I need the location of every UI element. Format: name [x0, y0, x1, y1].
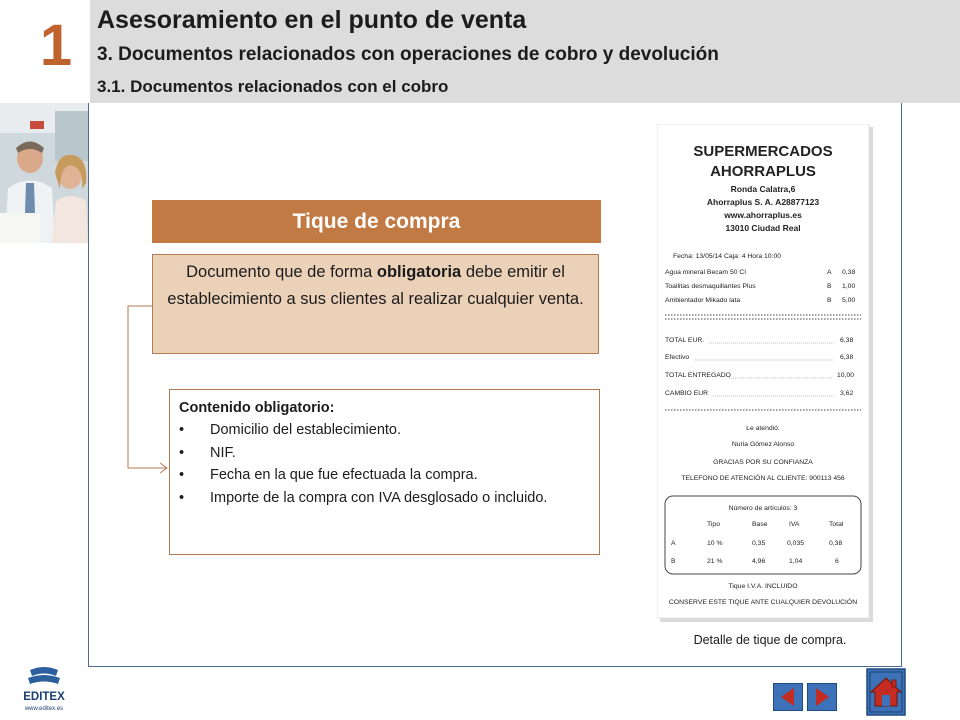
list-item	[179, 419, 587, 442]
previous-button[interactable]	[773, 683, 803, 711]
receipt-item-price: 1,00	[842, 283, 856, 290]
tique-title: Tique de compra	[152, 200, 601, 243]
logo-url: www.editex.es	[24, 706, 64, 712]
receipt-cell: 4,96	[752, 558, 766, 565]
page-title: Asesoramiento en el punto de venta	[97, 6, 527, 34]
receipt-caption: Detalle de tique de compra.	[693, 633, 847, 647]
receipt-item-price: 5,00	[842, 297, 856, 304]
people-photo	[0, 103, 88, 243]
definition-text-bold: obligatoria	[376, 263, 462, 281]
receipt-total-label: TOTAL ENTREGADO	[665, 372, 731, 379]
contents-list	[179, 419, 587, 509]
receipt-item-name: Toallitas desmaquillantes Plus	[665, 283, 756, 290]
receipt-attended-by: Le atendió:	[746, 425, 780, 432]
list-item-text: Domicilio del establecimiento.	[210, 422, 401, 438]
tique-definition	[152, 254, 599, 354]
receipt-total-value: 10,00	[837, 372, 855, 379]
logo-brand: EDITEX	[23, 691, 65, 703]
slide-number: 1	[39, 13, 73, 78]
subsection-subtitle: 3.1. Documentos relacionados con el cobro	[97, 77, 449, 96]
list-item-text: Fecha en la que fue efectuada la compra.	[210, 467, 478, 483]
receipt-cell: 1,04	[789, 558, 803, 565]
definition-text-pre: Documento que de forma	[186, 263, 377, 281]
receipt-col-header: IVA	[789, 521, 800, 528]
receipt-cell: 0,35	[752, 540, 766, 547]
receipt-item-price: 0,38	[842, 269, 856, 276]
bullet-icon: •	[179, 422, 185, 438]
list-item	[179, 464, 587, 487]
receipt-cell: 10 %	[707, 540, 723, 547]
receipt-image	[657, 124, 873, 622]
mandatory-contents-box	[169, 389, 600, 555]
receipt-address: Ronda Calatra,6	[730, 184, 796, 194]
receipt-cell: 0,38	[829, 540, 843, 547]
receipt-cell: 0,035	[787, 540, 805, 547]
receipt-item-code: B	[827, 297, 832, 304]
list-item	[179, 442, 587, 465]
receipt-cell: 21 %	[707, 558, 723, 565]
receipt-iva-note: Tique I.V.A. INCLUIDO	[728, 583, 798, 590]
bullet-icon: •	[179, 489, 185, 506]
receipt-item-name: Agua mineral Becam 50 Cl	[665, 269, 746, 276]
receipt-cell: B	[671, 558, 676, 565]
receipt-store-line1: SUPERMERCADOS	[693, 143, 833, 160]
receipt-company: Ahorraplus S. A. A28877123	[706, 197, 820, 207]
receipt-total-label: CAMBIO EUR	[665, 390, 709, 397]
receipt-date-line: Fecha: 13/05/14 Caja: 4 Hora 10:00	[672, 253, 782, 260]
receipt-item-code: A	[827, 269, 832, 276]
receipt-attendant: Nuria Gómez Alonso	[731, 441, 795, 448]
receipt-num-articles: Número de artículos: 3	[728, 505, 798, 512]
receipt-item-name: Ambientador Mikado lata	[665, 297, 741, 304]
receipt-city: 13010 Ciudad Real	[725, 223, 801, 233]
editex-logo	[14, 666, 74, 712]
receipt-keep-note: CONSERVE ESTE TIQUE ANTE CUALQUIER DEVOLUCIÓN	[668, 599, 858, 606]
receipt-cell: A	[671, 540, 676, 547]
list-item-text: Importe de la compra con IVA desglosado o incluido.	[210, 489, 548, 506]
bullet-icon: •	[179, 467, 185, 483]
definition-text-post: debe emitir el establecimiento a sus clientes al realizar cualquier venta.	[167, 263, 584, 308]
receipt-total-value: 6,38	[840, 354, 854, 361]
receipt-col-header: Total	[829, 521, 844, 528]
list-item-text: NIF.	[210, 444, 236, 461]
section-subtitle: 3. Documentos relacionados con operaciones de cobro y devolución	[97, 44, 719, 65]
receipt-total-label: TOTAL EUR.	[665, 337, 705, 344]
receipt-phone: TELEFONO DE ATENCIÓN AL CLIENTE: 900113 456	[681, 475, 845, 482]
receipt-store-line2: AHORRAPLUS	[710, 163, 816, 180]
receipt-cell: 6	[835, 558, 839, 565]
bullet-icon: •	[179, 444, 185, 461]
receipt-col-header: Tipo	[707, 521, 720, 528]
receipt-thanks: GRACIAS POR SU CONFIANZA	[713, 459, 813, 466]
receipt-web: www.ahorraplus.es	[724, 210, 802, 220]
receipt-total-label: Efectivo	[665, 354, 690, 361]
home-button[interactable]	[866, 668, 906, 716]
receipt-item-code: B	[827, 283, 832, 290]
receipt-total-value: 6,38	[840, 337, 854, 344]
next-button[interactable]	[807, 683, 837, 711]
receipt-col-header: Base	[752, 521, 768, 528]
receipt-total-value: 3,62	[840, 390, 854, 397]
list-item	[179, 487, 587, 510]
contents-title: Contenido obligatorio:	[179, 400, 335, 416]
